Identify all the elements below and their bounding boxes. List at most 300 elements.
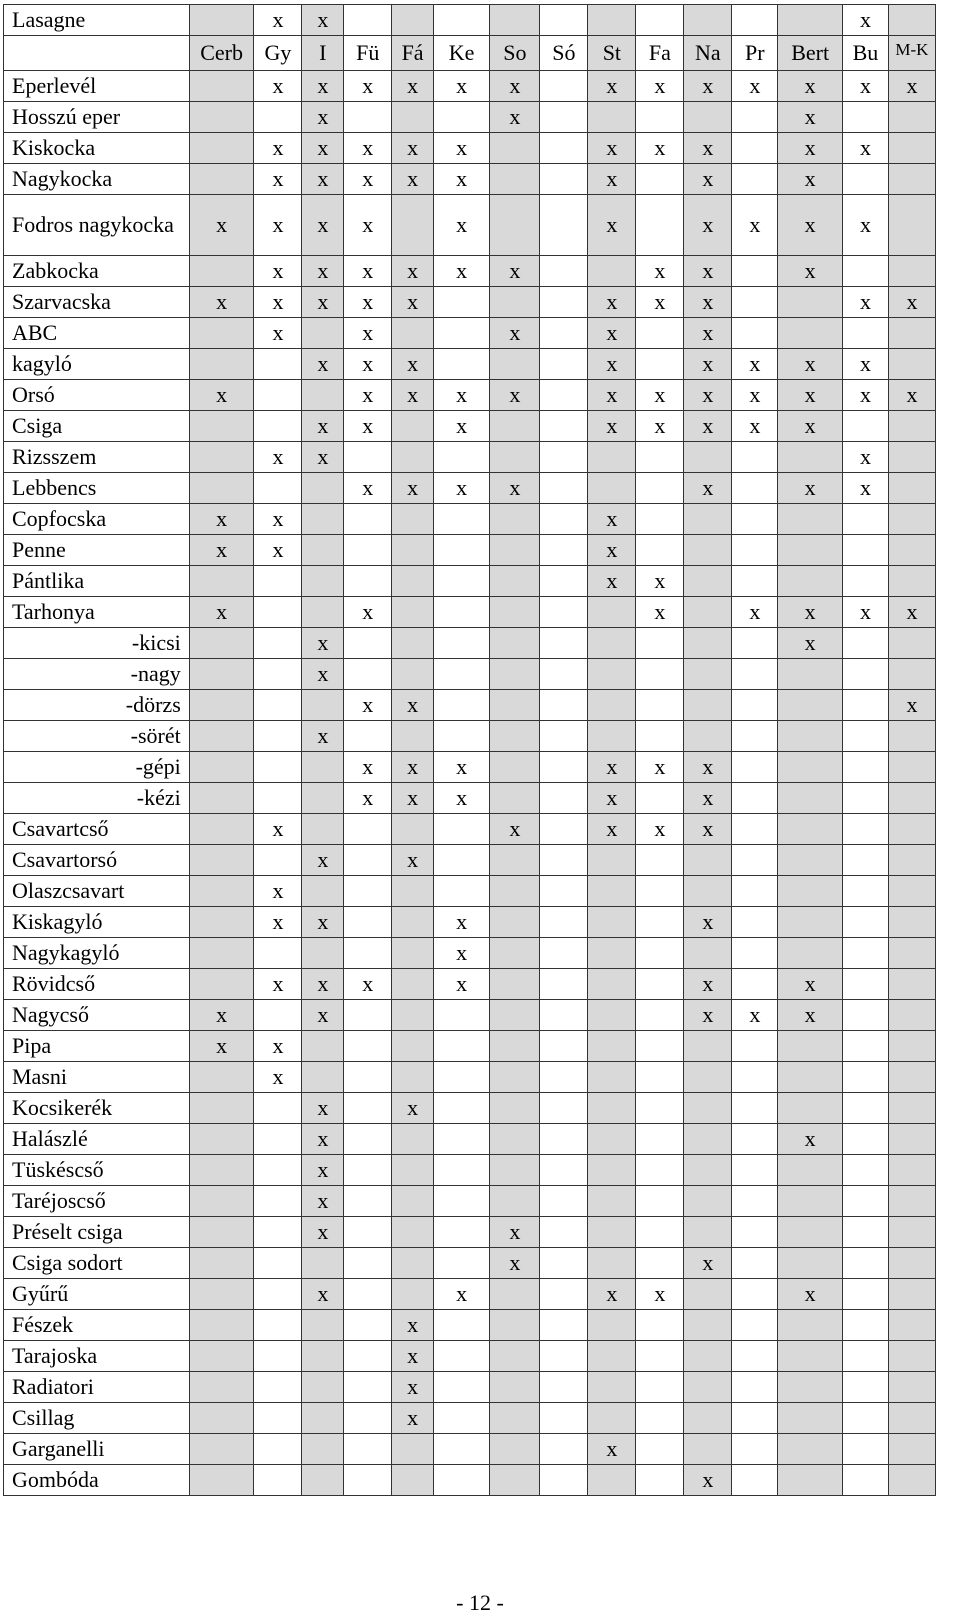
mark-cell (540, 938, 588, 969)
mark-cell (433, 597, 489, 628)
mark-cell (888, 411, 935, 442)
table-row (4, 535, 936, 566)
mark-cell (490, 195, 540, 256)
mark-cell (888, 1465, 935, 1496)
mark-cell (254, 1248, 302, 1279)
mark-cell (842, 164, 888, 195)
mark-cell: x (254, 287, 302, 318)
pasta-name: Garganelli (4, 1434, 190, 1465)
mark-cell (588, 969, 636, 1000)
mark-cell (302, 504, 344, 535)
mark-cell (732, 1031, 778, 1062)
mark-cell (778, 845, 843, 876)
mark-cell (778, 535, 843, 566)
pasta-name: -dörzs (4, 690, 190, 721)
mark-cell (540, 1372, 588, 1403)
mark-cell (636, 473, 684, 504)
mark-cell (732, 1217, 778, 1248)
mark-cell (778, 1372, 843, 1403)
mark-cell (842, 411, 888, 442)
mark-cell (189, 721, 254, 752)
pasta-name: Orsó (4, 380, 190, 411)
pasta-name: Kiskagyló (4, 907, 190, 938)
mark-cell (392, 411, 434, 442)
mark-cell: x (433, 164, 489, 195)
mark-cell (189, 1310, 254, 1341)
mark-cell (302, 1248, 344, 1279)
mark-cell: x (433, 752, 489, 783)
mark-cell (636, 102, 684, 133)
mark-cell: x (392, 71, 434, 102)
mark-cell (888, 659, 935, 690)
mark-cell (588, 1372, 636, 1403)
mark-cell: x (302, 1186, 344, 1217)
mark-cell (189, 1248, 254, 1279)
mark-cell (540, 1248, 588, 1279)
table-row (4, 5, 936, 36)
column-header: M-K (888, 36, 935, 71)
mark-cell: x (254, 256, 302, 287)
mark-cell (344, 1186, 392, 1217)
mark-cell (254, 1403, 302, 1434)
mark-cell (888, 1062, 935, 1093)
mark-cell (254, 721, 302, 752)
mark-cell (842, 1341, 888, 1372)
mark-cell (490, 1341, 540, 1372)
mark-cell: x (302, 1155, 344, 1186)
mark-cell (636, 1403, 684, 1434)
mark-cell (842, 535, 888, 566)
mark-cell: x (189, 1000, 254, 1031)
mark-cell (433, 5, 489, 36)
mark-cell: x (684, 752, 732, 783)
mark-cell (189, 71, 254, 102)
mark-cell (490, 1279, 540, 1310)
mark-cell (888, 5, 935, 36)
mark-cell (888, 1372, 935, 1403)
mark-cell (888, 1341, 935, 1372)
pasta-name: Nagycső (4, 1000, 190, 1031)
mark-cell (392, 907, 434, 938)
mark-cell: x (490, 102, 540, 133)
mark-cell (392, 535, 434, 566)
mark-cell (732, 783, 778, 814)
mark-cell: x (254, 164, 302, 195)
mark-cell (540, 1062, 588, 1093)
mark-cell (433, 1465, 489, 1496)
mark-cell (588, 5, 636, 36)
mark-cell (344, 1372, 392, 1403)
mark-cell (636, 721, 684, 752)
mark-cell: x (254, 71, 302, 102)
mark-cell (636, 845, 684, 876)
mark-cell (842, 1093, 888, 1124)
mark-cell (189, 1372, 254, 1403)
mark-cell (189, 1062, 254, 1093)
mark-cell (302, 1062, 344, 1093)
mark-cell: x (433, 411, 489, 442)
mark-cell (842, 1248, 888, 1279)
table-row (4, 71, 936, 102)
mark-cell (433, 814, 489, 845)
table-row (4, 411, 936, 442)
mark-cell: x (842, 473, 888, 504)
mark-cell (254, 1000, 302, 1031)
mark-cell (540, 164, 588, 195)
mark-cell (842, 256, 888, 287)
mark-cell: x (778, 349, 843, 380)
mark-cell (888, 102, 935, 133)
mark-cell: x (344, 287, 392, 318)
mark-cell (778, 1465, 843, 1496)
mark-cell: x (302, 133, 344, 164)
mark-cell (392, 195, 434, 256)
mark-cell: x (842, 380, 888, 411)
pasta-name: Gyűrű (4, 1279, 190, 1310)
mark-cell (842, 1124, 888, 1155)
mark-cell: x (392, 1372, 434, 1403)
mark-cell: x (888, 287, 935, 318)
mark-cell (888, 442, 935, 473)
mark-cell: x (684, 133, 732, 164)
mark-cell (636, 783, 684, 814)
mark-cell (433, 1248, 489, 1279)
mark-cell (490, 164, 540, 195)
mark-cell: x (490, 1217, 540, 1248)
mark-cell (344, 566, 392, 597)
mark-cell: x (254, 1062, 302, 1093)
mark-cell (636, 1465, 684, 1496)
mark-cell (433, 1186, 489, 1217)
mark-cell: x (842, 442, 888, 473)
mark-cell (302, 783, 344, 814)
mark-cell (490, 5, 540, 36)
pasta-name: -sörét (4, 721, 190, 752)
mark-cell (392, 659, 434, 690)
table-row (4, 659, 936, 690)
mark-cell (588, 442, 636, 473)
mark-cell (732, 938, 778, 969)
mark-cell (392, 1217, 434, 1248)
mark-cell (842, 628, 888, 659)
table-row (4, 1124, 936, 1155)
mark-cell: x (189, 1031, 254, 1062)
mark-cell (888, 969, 935, 1000)
mark-cell (636, 349, 684, 380)
mark-cell (842, 1155, 888, 1186)
mark-cell (254, 659, 302, 690)
mark-cell: x (344, 256, 392, 287)
mark-cell: x (588, 318, 636, 349)
mark-cell: x (684, 814, 732, 845)
mark-cell: x (588, 1434, 636, 1465)
mark-cell (540, 102, 588, 133)
mark-cell (732, 504, 778, 535)
mark-cell (189, 1465, 254, 1496)
mark-cell (732, 659, 778, 690)
mark-cell: x (636, 752, 684, 783)
mark-cell (302, 318, 344, 349)
mark-cell (490, 628, 540, 659)
column-header: Só (540, 36, 588, 71)
mark-cell (684, 1124, 732, 1155)
mark-cell (778, 1031, 843, 1062)
mark-cell (684, 690, 732, 721)
pasta-name: Nagykocka (4, 164, 190, 195)
mark-cell (684, 1031, 732, 1062)
mark-cell (392, 969, 434, 1000)
mark-cell (392, 1124, 434, 1155)
table-body (4, 5, 936, 1496)
mark-cell: x (302, 442, 344, 473)
mark-cell: x (732, 1000, 778, 1031)
table-row (4, 814, 936, 845)
header-row (4, 36, 936, 71)
mark-cell (344, 938, 392, 969)
mark-cell (433, 102, 489, 133)
mark-cell (189, 845, 254, 876)
mark-cell (344, 1031, 392, 1062)
mark-cell: x (392, 380, 434, 411)
column-header: So (490, 36, 540, 71)
pasta-name: Csavartorsó (4, 845, 190, 876)
mark-cell (540, 411, 588, 442)
mark-cell: x (433, 71, 489, 102)
mark-cell: x (588, 783, 636, 814)
table-row (4, 1248, 936, 1279)
mark-cell (684, 628, 732, 659)
mark-cell (540, 380, 588, 411)
mark-cell (636, 5, 684, 36)
mark-cell (490, 1062, 540, 1093)
mark-cell: x (888, 71, 935, 102)
mark-cell (433, 1000, 489, 1031)
mark-cell: x (684, 1000, 732, 1031)
pasta-name: Csiga sodort (4, 1248, 190, 1279)
pasta-name: Kiskocka (4, 133, 190, 164)
mark-cell (636, 907, 684, 938)
mark-cell: x (636, 566, 684, 597)
mark-cell (888, 1093, 935, 1124)
mark-cell: x (189, 380, 254, 411)
mark-cell (189, 1093, 254, 1124)
mark-cell (254, 1434, 302, 1465)
mark-cell: x (684, 195, 732, 256)
mark-cell: x (302, 1217, 344, 1248)
mark-cell: x (302, 287, 344, 318)
mark-cell: x (888, 597, 935, 628)
mark-cell (433, 1124, 489, 1155)
mark-cell (888, 349, 935, 380)
mark-cell (344, 845, 392, 876)
mark-cell (540, 659, 588, 690)
mark-cell (888, 535, 935, 566)
mark-cell: x (588, 133, 636, 164)
mark-cell (842, 690, 888, 721)
mark-cell (778, 1155, 843, 1186)
mark-cell (490, 845, 540, 876)
mark-cell (490, 1155, 540, 1186)
pasta-name: Copfocska (4, 504, 190, 535)
mark-cell (392, 628, 434, 659)
mark-cell (888, 1000, 935, 1031)
mark-cell (588, 1062, 636, 1093)
mark-cell (392, 1186, 434, 1217)
pasta-name: Kocsikerék (4, 1093, 190, 1124)
pasta-name: ABC (4, 318, 190, 349)
mark-cell: x (684, 411, 732, 442)
mark-cell: x (778, 1279, 843, 1310)
mark-cell (636, 318, 684, 349)
mark-cell (540, 1341, 588, 1372)
mark-cell (778, 1217, 843, 1248)
mark-cell (490, 876, 540, 907)
mark-cell (588, 1155, 636, 1186)
mark-cell: x (778, 411, 843, 442)
mark-cell (732, 566, 778, 597)
mark-cell (344, 1248, 392, 1279)
mark-cell (540, 1465, 588, 1496)
mark-cell (778, 504, 843, 535)
mark-cell (189, 659, 254, 690)
mark-cell (302, 380, 344, 411)
mark-cell (490, 1124, 540, 1155)
mark-cell (540, 473, 588, 504)
mark-cell (636, 1310, 684, 1341)
mark-cell (888, 504, 935, 535)
mark-cell (588, 1310, 636, 1341)
mark-cell: x (302, 969, 344, 1000)
mark-cell (684, 1279, 732, 1310)
mark-cell: x (433, 133, 489, 164)
mark-cell (344, 1155, 392, 1186)
table-row (4, 102, 936, 133)
mark-cell (588, 102, 636, 133)
mark-cell (490, 721, 540, 752)
mark-cell (254, 1124, 302, 1155)
mark-cell (490, 133, 540, 164)
mark-cell (888, 256, 935, 287)
mark-cell: x (490, 380, 540, 411)
mark-cell (254, 597, 302, 628)
mark-cell (490, 411, 540, 442)
mark-cell (302, 473, 344, 504)
mark-cell: x (433, 783, 489, 814)
mark-cell: x (392, 133, 434, 164)
mark-cell (490, 783, 540, 814)
mark-cell: x (636, 380, 684, 411)
mark-cell (732, 1372, 778, 1403)
mark-cell: x (636, 287, 684, 318)
mark-cell (778, 1093, 843, 1124)
mark-cell (433, 659, 489, 690)
mark-cell (433, 1217, 489, 1248)
mark-cell (540, 1186, 588, 1217)
mark-cell (490, 752, 540, 783)
mark-cell (842, 659, 888, 690)
mark-cell (392, 102, 434, 133)
mark-cell (344, 1217, 392, 1248)
mark-cell: x (684, 256, 732, 287)
mark-cell (778, 907, 843, 938)
mark-cell (732, 318, 778, 349)
mark-cell (732, 102, 778, 133)
mark-cell (540, 814, 588, 845)
mark-cell (189, 1155, 254, 1186)
table-row (4, 473, 936, 504)
mark-cell: x (684, 287, 732, 318)
mark-cell: x (392, 845, 434, 876)
pasta-name: Penne (4, 535, 190, 566)
mark-cell (189, 628, 254, 659)
mark-cell (588, 1465, 636, 1496)
mark-cell (189, 1341, 254, 1372)
table-row (4, 442, 936, 473)
mark-cell: x (392, 349, 434, 380)
mark-cell (888, 938, 935, 969)
mark-cell: x (189, 287, 254, 318)
mark-cell: x (302, 102, 344, 133)
mark-cell (732, 473, 778, 504)
mark-cell (636, 628, 684, 659)
mark-cell (302, 535, 344, 566)
mark-cell (302, 1372, 344, 1403)
mark-cell (540, 721, 588, 752)
mark-cell (778, 1310, 843, 1341)
mark-cell: x (392, 1403, 434, 1434)
mark-cell (392, 1279, 434, 1310)
mark-cell (636, 1217, 684, 1248)
mark-cell (684, 1217, 732, 1248)
mark-cell (588, 1403, 636, 1434)
mark-cell (842, 1310, 888, 1341)
mark-cell (392, 318, 434, 349)
mark-cell (540, 535, 588, 566)
mark-cell: x (636, 1279, 684, 1310)
table-row (4, 938, 936, 969)
mark-cell (302, 938, 344, 969)
mark-cell: x (732, 380, 778, 411)
mark-cell: x (254, 5, 302, 36)
pasta-name: Gombóda (4, 1465, 190, 1496)
table-row (4, 318, 936, 349)
mark-cell (732, 721, 778, 752)
table-row (4, 504, 936, 535)
mark-cell (540, 1403, 588, 1434)
mark-cell: x (490, 256, 540, 287)
mark-cell (433, 1062, 489, 1093)
mark-cell (433, 1372, 489, 1403)
mark-cell (540, 1434, 588, 1465)
mark-cell: x (344, 690, 392, 721)
mark-cell (888, 1403, 935, 1434)
mark-cell (540, 1093, 588, 1124)
mark-cell (778, 721, 843, 752)
pasta-name: -nagy (4, 659, 190, 690)
mark-cell (684, 566, 732, 597)
mark-cell (684, 504, 732, 535)
mark-cell: x (588, 164, 636, 195)
mark-cell (344, 659, 392, 690)
mark-cell (732, 690, 778, 721)
mark-cell: x (490, 71, 540, 102)
mark-cell: x (302, 628, 344, 659)
mark-cell (842, 566, 888, 597)
pasta-name: Pipa (4, 1031, 190, 1062)
mark-cell (778, 783, 843, 814)
mark-cell (490, 1434, 540, 1465)
mark-cell (540, 907, 588, 938)
